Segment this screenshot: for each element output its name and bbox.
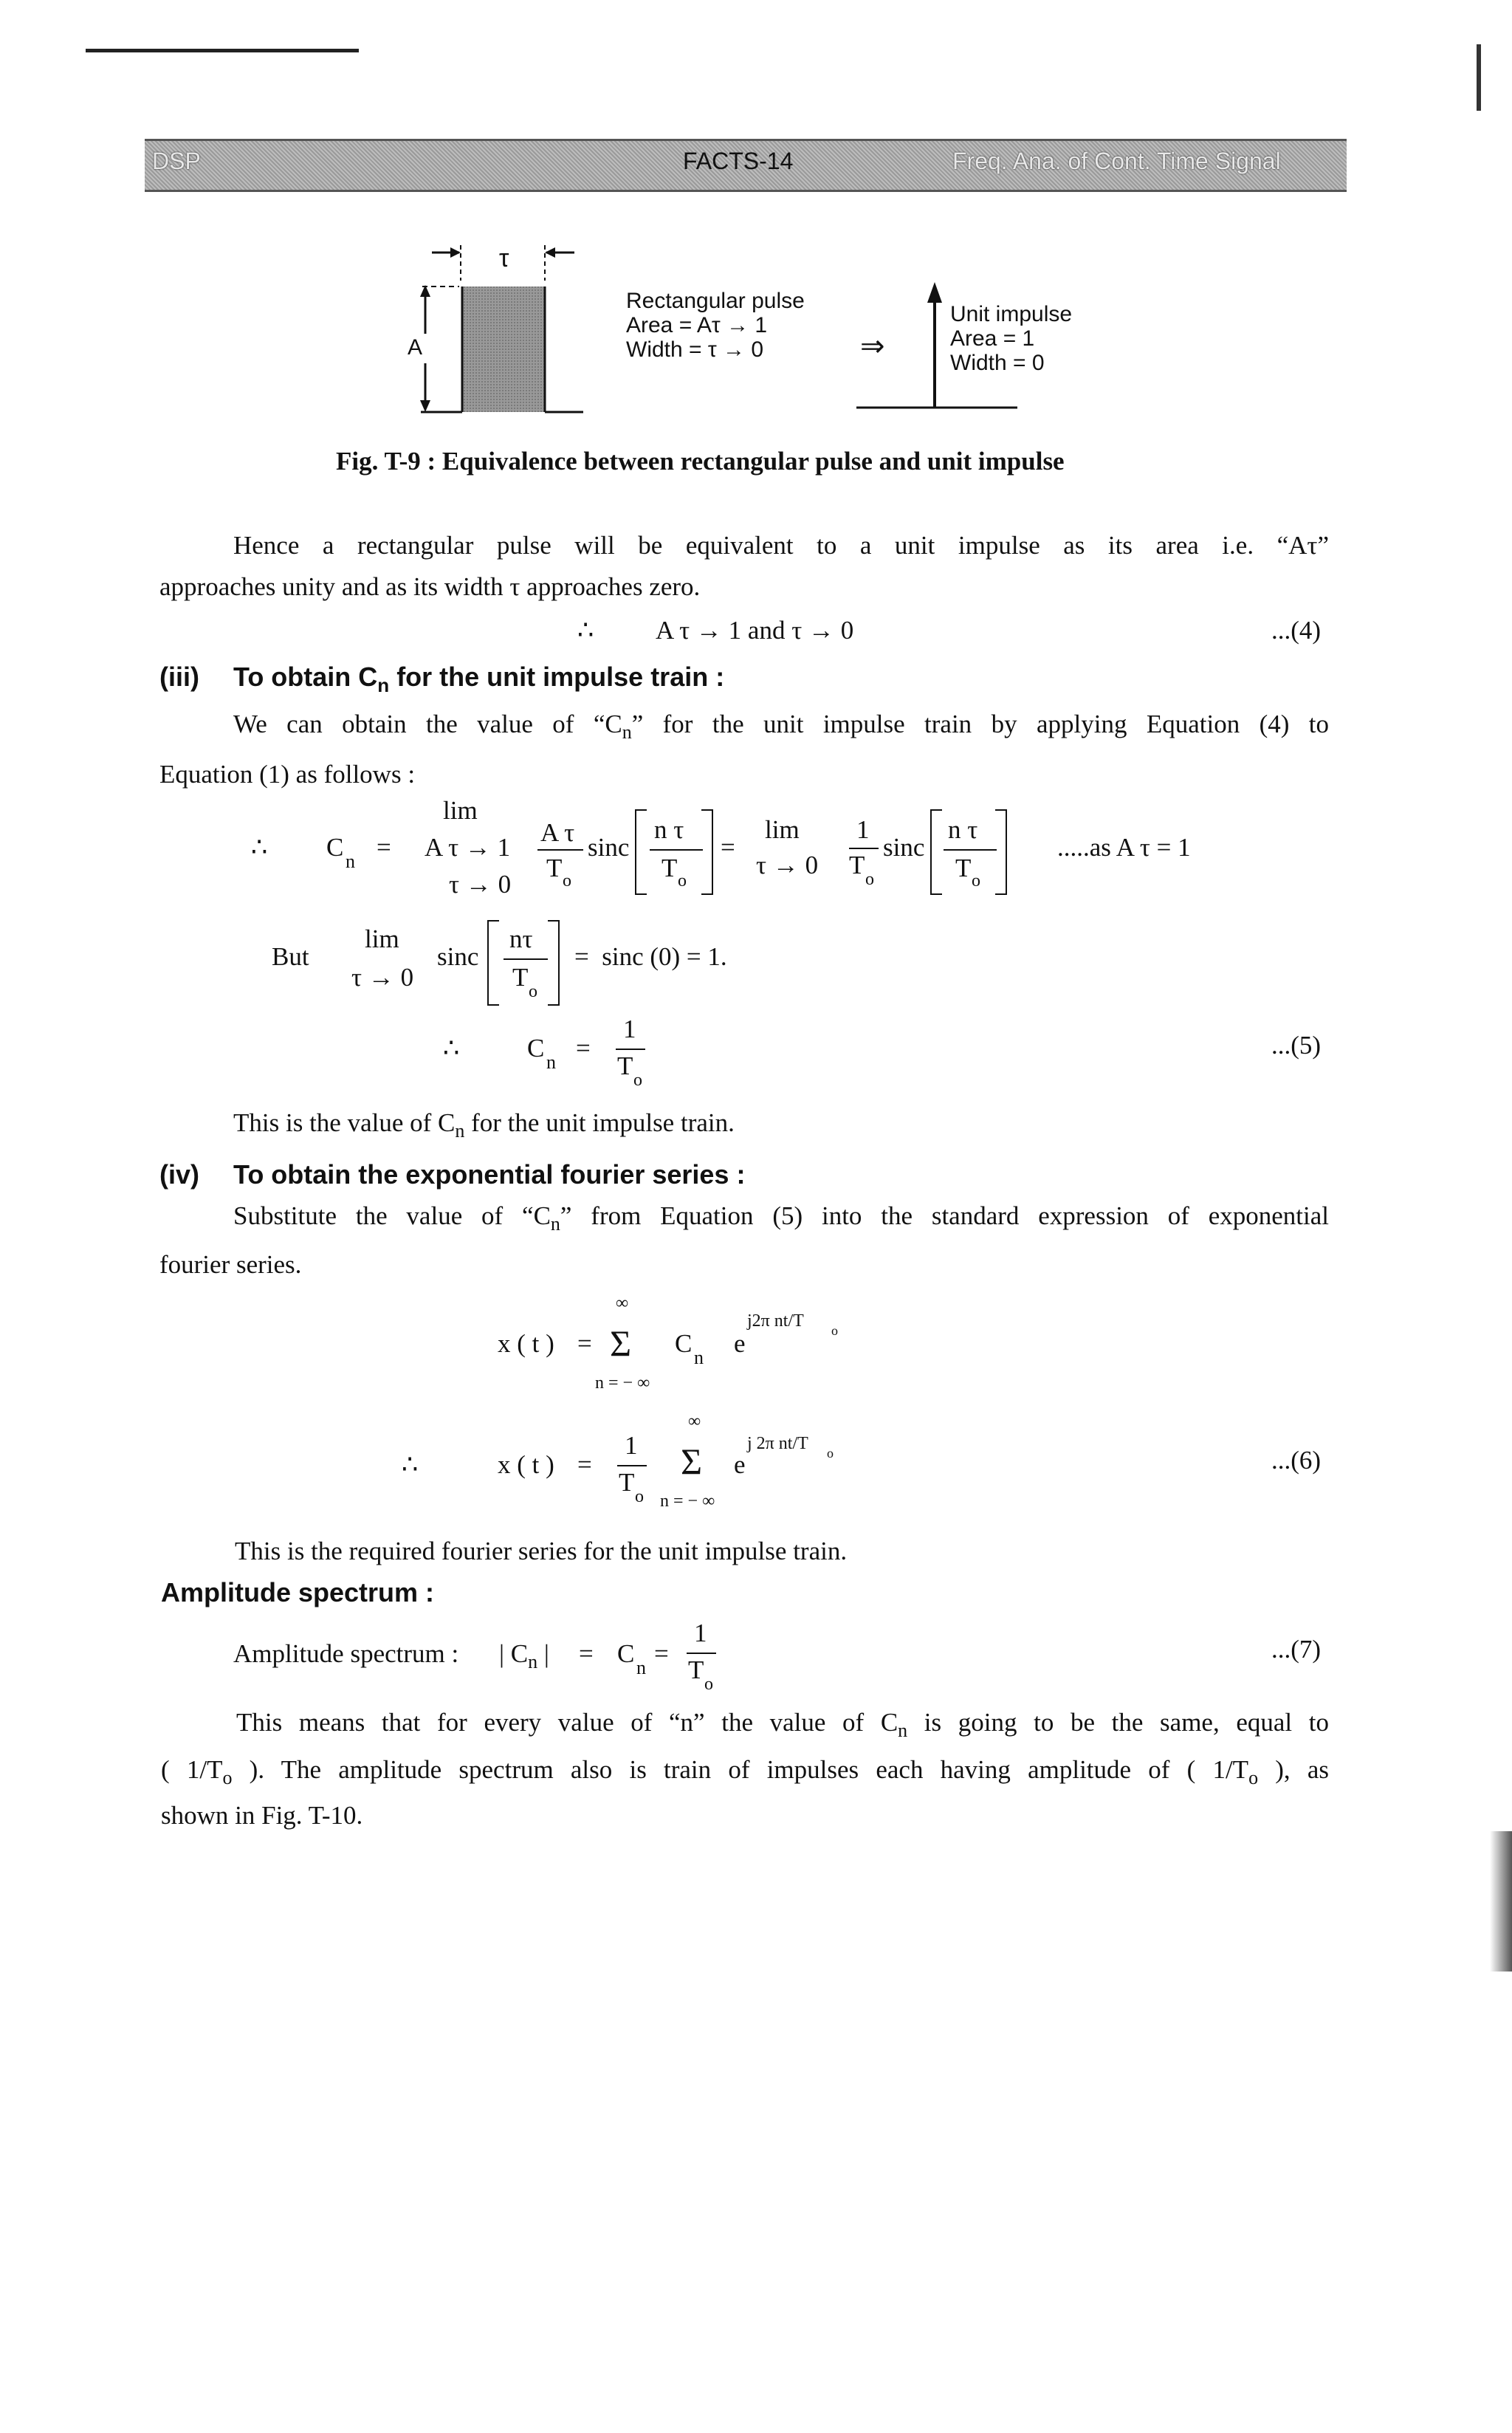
amplitude-spectrum-heading: Amplitude spectrum : (161, 1577, 435, 1607)
eq-cn-frac2-bar (849, 848, 879, 849)
eq6-num: 1 (625, 1431, 638, 1460)
eq-cn-C-sub: n (346, 851, 355, 872)
eq6-exp: j 2π nt/T (747, 1434, 808, 1453)
eq-cn-arg-num: n τ (654, 815, 684, 844)
eq-but-arg-den: T (512, 963, 529, 992)
eq7-C-sub: n (636, 1657, 646, 1678)
paragraph-pulse-equivalence-line2: approaches unity and as its width τ approaches zero. (159, 572, 701, 601)
section-iv-paragraph-line2: fourier series. (159, 1250, 302, 1279)
eq-but-arg-bar (504, 958, 548, 960)
eq-cn-frac1-bar (537, 849, 583, 851)
eq5-num: 1 (623, 1015, 636, 1043)
section-iii-number: (iii) (159, 662, 199, 692)
pulse-width-label: Width = τ → 0 (626, 337, 764, 362)
eq-cn-arg-den: T (662, 854, 678, 882)
eq-cn-frac2-den: T (849, 851, 865, 879)
eq-cn-therefore: ∴ (251, 833, 268, 862)
pulse-area-label: Area = Aτ → 1 (626, 313, 768, 337)
eq-but-label: But (272, 942, 309, 971)
paragraph-required-series: This is the required fourier series for the unit impulse train. (235, 1537, 848, 1565)
eq-cn-arg-bar (650, 849, 703, 851)
eq6-sum-bottom: n = − ∞ (660, 1492, 715, 1511)
eq5-den: T (617, 1051, 633, 1080)
impulse-area-label: Area = 1 (950, 326, 1035, 351)
eq5-therefore: ∴ (443, 1034, 460, 1063)
paragraph-final-line1: This means that for every value of “n” the value of $C_n$ is going to be the same, equal to (236, 1708, 1329, 1741)
eq-cn-equals2: = (721, 833, 735, 862)
eq-cn-lim: lim (443, 796, 478, 825)
eq-cn-frac1-den: T (546, 854, 563, 882)
eq-cn-note: .....as A τ = 1 (1057, 833, 1191, 862)
section-iii-title: To obtain $C_n$ for the unit impulse train : (233, 662, 725, 697)
eq-cn-frac2-den-sub: o (865, 870, 874, 889)
eq-cn-arg2-den: T (955, 854, 972, 882)
eq-cn-sinc: sinc (588, 833, 630, 862)
scan-edge-right-lower (1490, 1831, 1512, 1972)
eq-cn-lim2: lim (765, 815, 800, 844)
eq4-number: ...(4) (1271, 616, 1322, 645)
eq-cn-frac2-num: 1 (856, 815, 870, 844)
eq6-exp-sub: o (827, 1446, 834, 1461)
eq7-bar (687, 1653, 716, 1654)
tau-label: τ (499, 244, 509, 272)
eq-cn-equals: = (377, 833, 391, 862)
eq5-C: C (527, 1034, 545, 1063)
eq4-therefore: ∴ (577, 616, 594, 645)
scan-edge-top (86, 49, 359, 52)
eq-but-bracket-left (487, 920, 499, 1006)
eq-cn-arg2-num: n τ (948, 815, 978, 844)
header-right: Freq. Ana. of Cont. Time Signal (952, 148, 1281, 174)
paragraph-final-line3: shown in Fig. T-10. (161, 1801, 363, 1830)
eq-but-lim-bottom: τ → 0 (351, 963, 414, 992)
paragraph-pulse-equivalence-line1: Hence a rectangular pulse will be equivalent to a unit impulse as its area i.e. “Aτ” (233, 531, 1329, 560)
eq-cn-bracket-right (701, 809, 713, 895)
eq-series-sum-bottom: n = − ∞ (595, 1373, 650, 1393)
eq-cn-lim-top: A τ → 1 (425, 833, 511, 862)
paragraph-final-line2: ( $1/T_o$ ). The amplitude spectrum also is train of impulses each having amplitude of ( $1/T_o$ ), as (161, 1755, 1330, 1788)
section-iii-paragraph-line2: Equation (1) as follows : (159, 760, 416, 789)
eq6-lhs: x ( t ) (498, 1450, 554, 1479)
implies-arrow: ⇒ (860, 330, 885, 363)
eq-but-lim: lim (365, 924, 399, 953)
pulse-label: Rectangular pulse (626, 289, 805, 313)
eq-but-rhs: = sinc (0) = 1. (574, 942, 727, 971)
impulse-label: Unit impulse (950, 302, 1073, 326)
header-left: DSP (152, 148, 201, 174)
eq-series-lhs: x ( t ) (498, 1329, 554, 1358)
eq-cn-sinc2: sinc (883, 833, 925, 862)
eq6-sigma: Σ (681, 1441, 703, 1482)
eq5-bar (616, 1049, 645, 1050)
eq4-body: A τ → 1 and τ → 0 (656, 616, 854, 645)
eq-cn-frac1-num: A τ (540, 818, 575, 847)
eq7-number: ...(7) (1271, 1635, 1322, 1664)
eq7-den: T (688, 1655, 704, 1684)
eq6-den: T (619, 1468, 635, 1497)
eq6-number: ...(6) (1271, 1446, 1322, 1475)
eq-cn-arg2-bar (944, 849, 997, 851)
paragraph-cn-value: This is the value of $C_n$ for the unit impulse train. (233, 1108, 735, 1142)
eq-cn-bracket2-right (995, 809, 1007, 895)
eq6-den-sub: o (635, 1487, 644, 1506)
eq-series-sigma: Σ (610, 1322, 632, 1364)
eq-series-exp-sub: o (831, 1323, 838, 1338)
eq6-equals: = (577, 1450, 592, 1479)
eq-cn-frac1-den-sub: o (563, 871, 571, 891)
eq5-den-sub: o (633, 1071, 642, 1090)
eq7-label: Amplitude spectrum : (233, 1639, 459, 1668)
header-center: FACTS-14 (683, 148, 794, 174)
figure-caption: Fig. T-9 : Equivalence between rectangular pulse and unit impulse (336, 447, 1065, 476)
eq6-e: e (734, 1450, 746, 1479)
eq-cn-lim2-bottom: τ → 0 (756, 851, 819, 879)
eq5-number: ...(5) (1271, 1031, 1322, 1060)
eq-but-bracket-right (548, 920, 560, 1006)
eq7-den-sub: o (704, 1675, 713, 1694)
eq-series-equals: = (577, 1329, 592, 1358)
eq-series-exp: j2π nt/T (747, 1311, 804, 1331)
eq-cn-lim-bottom: τ → 0 (449, 870, 512, 899)
eq-series-C-sub: n (694, 1347, 704, 1368)
eq-series-e: e (734, 1329, 746, 1358)
eq6-therefore: ∴ (402, 1450, 419, 1479)
eq5-C-sub: n (546, 1051, 556, 1073)
eq7-num: 1 (694, 1619, 707, 1647)
eq-cn-C: C (326, 833, 344, 862)
eq-but-sinc: sinc (437, 942, 479, 971)
eq7-abs: | $C_n$ | (499, 1639, 549, 1672)
eq7-C: C (617, 1639, 635, 1668)
eq6-bar (617, 1465, 647, 1466)
eq7-equals2: = (654, 1639, 669, 1668)
eq6-sum-top: ∞ (688, 1412, 701, 1431)
eq-cn-bracket-left (635, 809, 647, 895)
section-iii-paragraph-line1: We can obtain the value of “$C_n$” for the unit impulse train by applying Equation (4) to (233, 710, 1329, 743)
amplitude-label: A (408, 335, 423, 360)
eq-but-arg-den-sub: o (529, 982, 537, 1001)
eq5-equals: = (576, 1034, 591, 1063)
eq-cn-arg2-den-sub: o (972, 871, 980, 891)
eq-but-arg-num: nτ (509, 924, 533, 953)
eq-series-sum-top: ∞ (616, 1294, 629, 1313)
section-iv-paragraph-line1: Substitute the value of “$C_n$” from Equation (5) into the standard expression of exponential (233, 1201, 1330, 1235)
eq-series-C: C (675, 1329, 693, 1358)
impulse-width-label: Width = 0 (950, 351, 1045, 375)
eq-cn-arg-den-sub: o (678, 871, 687, 891)
eq-cn-bracket2-left (930, 809, 942, 895)
section-iv-title: To obtain the exponential fourier series : (233, 1159, 746, 1190)
section-iv-number: (iv) (159, 1159, 199, 1190)
scan-edge-right (1477, 44, 1481, 111)
eq7-equals: = (579, 1639, 594, 1668)
